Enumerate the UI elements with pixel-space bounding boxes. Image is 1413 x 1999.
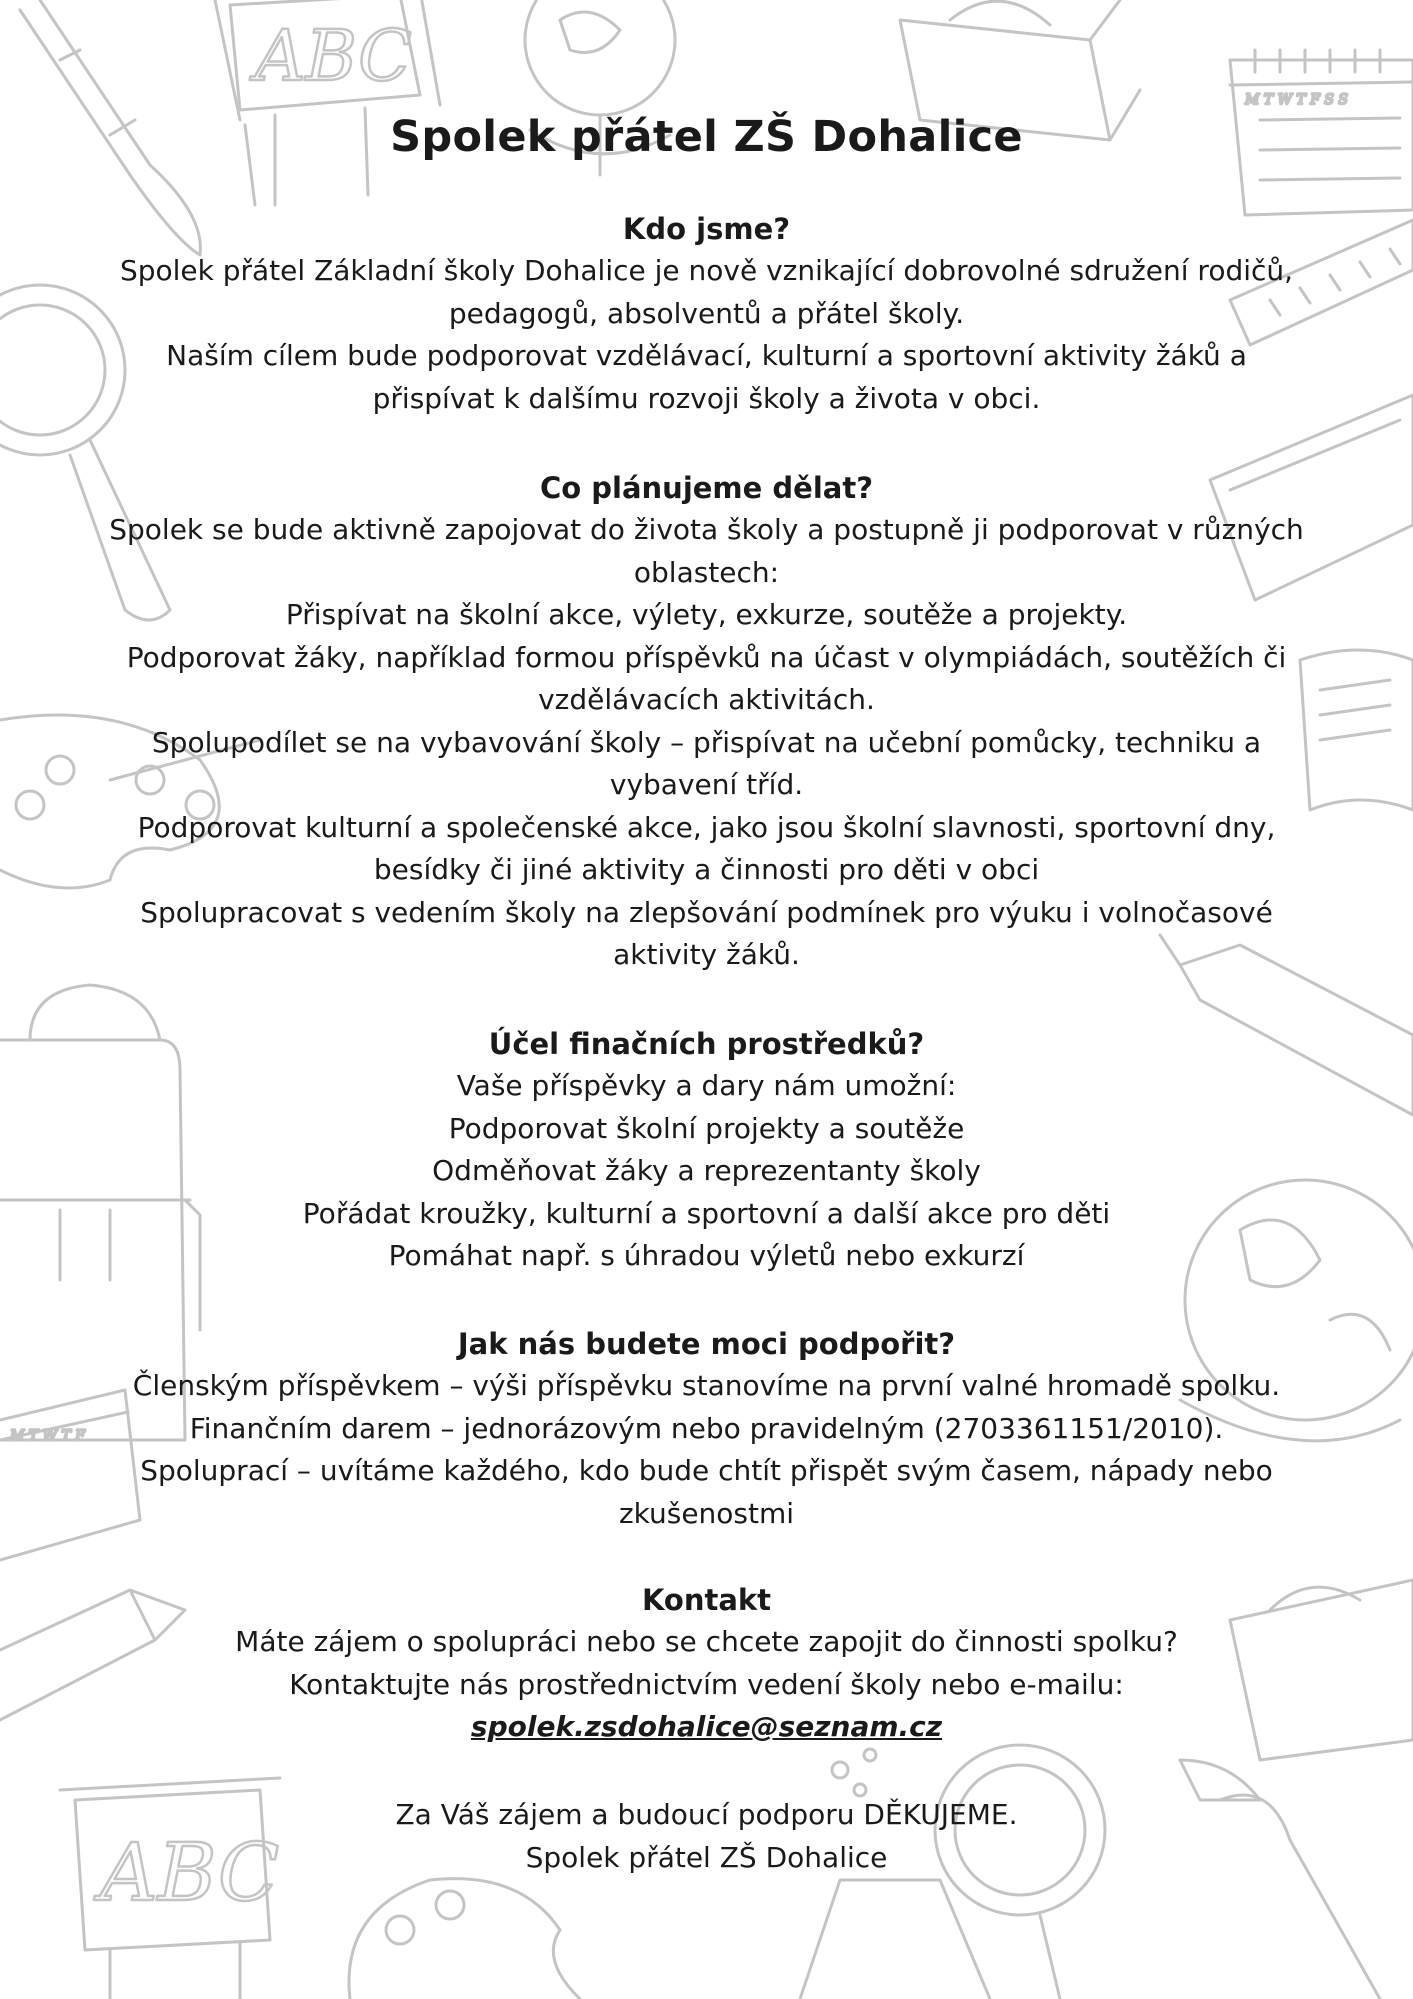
section-line: oblastech: (633, 555, 780, 589)
section-line: zkušenostmi (618, 1496, 795, 1530)
section-line: Naším cílem bude podporovat vzdělávací, kulturní a sportovní aktivity žáků a (166, 339, 1247, 372)
section-line: Spolek se bude aktivně zapojovat do života školy a postupně ji podporovat v různých (109, 513, 1304, 546)
section-line: Kontaktujte nás prostřednictvím vedení školy nebo e-mailu: (289, 1667, 1124, 1701)
calendar-weekdays: M T W T F (10, 1428, 85, 1444)
section-line: Vaše příspěvky a dary nám umožní: (456, 1069, 957, 1102)
section-line: Pořádat kroužky, kulturní a sportovní a další akce pro děti (302, 1196, 1111, 1230)
section-line: Spoluprací – uvítáme každého, kdo bude chtít přispět svým časem, nápady nebo (140, 1454, 1273, 1487)
section-line: pedagogů, absolventů a přátel školy. (448, 296, 965, 330)
section-line: Máte zájem o spolupráci nebo se chcete zapojit do činnosti spolku? (235, 1625, 1178, 1658)
section-line: Odměňovat žáky a reprezentanty školy (432, 1154, 981, 1187)
section-line: Finančním darem – jednorázovým nebo pravidelným (2703361151/2010). (189, 1411, 1224, 1445)
section-line: vzdělávacích aktivitách. (538, 683, 875, 716)
section-line: Podporovat školní projekty a soutěže (448, 1111, 965, 1145)
section-heading: Kontakt (641, 1583, 772, 1617)
section-contact (30, 1579, 1383, 1749)
section-line: přispívat k dalšímu rozvoji školy a života v obci. (372, 381, 1041, 415)
section-heading: Kdo jsme? (622, 212, 791, 246)
page-title: Spolek přátel ZŠ Dohalice (390, 112, 1023, 162)
calendar-weekdays: M T W T F S S (1245, 92, 1348, 108)
section-line: aktivity žáků. (613, 938, 800, 971)
section-line: Členským příspěvkem – výši příspěvku stanovíme na první valné hromadě spolku. (132, 1369, 1281, 1402)
section-how-to-support (30, 1323, 1383, 1535)
palette-icon (349, 1879, 580, 1999)
chalkboard-icon (215, 0, 440, 205)
section-line: Přispívat na školní akce, výlety, exkurze, soutěže a projekty. (285, 598, 1128, 631)
section-line: Spolupodílet se na vybavování školy – přispívat na učební pomůcky, techniku a (151, 725, 1262, 759)
section-line: Podporovat žáky, například formou příspěvků na účast v olympiádách, soutěžích či (126, 640, 1287, 674)
section-heading: Co plánujeme dělat? (539, 471, 874, 505)
email-link[interactable]: spolek.zsdohalice@seznam.cz (470, 1710, 943, 1743)
section-line: Pomáhat např. s úhradou výletů nebo exkurzí (388, 1239, 1025, 1272)
section-line: Spolupracovat s vedením školy na zlepšování podmínek pro výuku i volnočasové (140, 895, 1273, 929)
chalkboard-text: ABC (100, 1826, 280, 1919)
section-line: Podporovat kulturní a společenské akce, jako jsou školní slavnosti, sportovní dny, (137, 810, 1276, 844)
section-heading: Účel finačních prostředků? (488, 1027, 925, 1061)
chalkboard-text: ABC (255, 15, 412, 97)
section-closing (30, 1794, 1383, 1879)
closing-line: Za Váš zájem a budoucí podporu DĚKUJEME. (395, 1798, 1018, 1831)
section-line: vybavení tříd. (609, 768, 804, 801)
section-line: besídky či jiné aktivity a činnosti pro děti v obci (373, 853, 1040, 886)
section-who-we-are (30, 208, 1383, 420)
section-heading: Jak nás budete moci podpořit? (457, 1327, 956, 1361)
closing-signature: Spolek přátel ZŠ Dohalice (525, 1840, 888, 1874)
section-funds-purpose (30, 1023, 1383, 1278)
section-plans (30, 467, 1383, 977)
section-line: Spolek přátel Základní školy Dohalice je nově vznikající dobrovolné sdružení rodičů, (119, 254, 1294, 287)
